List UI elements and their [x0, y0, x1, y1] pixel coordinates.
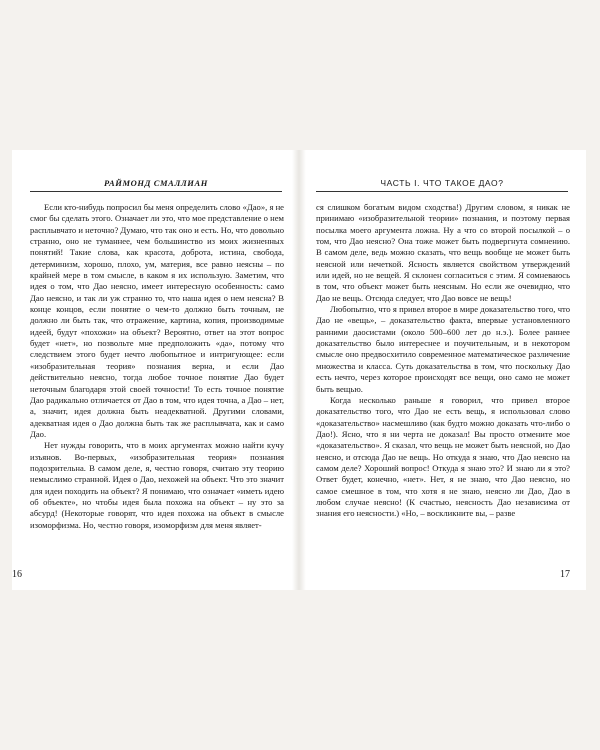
page-number: 16: [12, 569, 22, 580]
running-head-author: РАЙМОНД СМАЛЛИАН: [30, 178, 282, 192]
paragraph: Если кто-нибудь попросил бы меня определить слово «Дао», я не смог бы сделать этого. Означает ли это, что мое представление о нем расплывчато и неточно? Думаю, что так оно и есть. Но, что довольно странно, оно не туманнее, чем большинство из моих жизненных понятий! Такие слова, как красота, доброта, истина, свобода, детерминизм, хорошо, плохо, ум, материя, все равно неясны – по крайней мере в том смысле, в каком я их использую. Заметим, что идея о том, что Дао неясно, имеет интересную особенность: само Дао неясно, и так ли уж странно то, что наша идея о нем неясна? В конце концов, если понятие о чем-то должно быть точным, не должно ли быть так, что отражение, картина, копия, производимые идеей, будут «похожи» на объект? Вероятно, ответ на этот вопрос будет «нет», но позвольте мне предположить «да», потому что следствием этого будет нечто любопытное и интригующее: если «изобразительная теория» познания верна, и если Дао действительно неясно, тогда любое точное понятие Дао будет неточным благодаря этой своей точности! То есть точное понятие Дао радикально отличается от Дао в том, что идея точна, а Дао – нет, а, значит, идея должна быть неадекватной. Другими словами, адекватная идея о Дао должна быть так же расплывчата, как и само Дао.: [30, 202, 284, 439]
running-head-chapter: ЧАСТЬ I. ЧТО ТАКОЕ ДАО?: [316, 178, 568, 192]
left-body-text: [30, 202, 284, 531]
right-page: [306, 150, 586, 590]
page-number: 17: [560, 569, 570, 580]
book-gutter: [292, 150, 306, 590]
left-page: [12, 150, 292, 590]
paragraph: Когда несколько раньше я говорил, что привел второе доказательство того, что Дао не есть вещь, я использовал слово «доказательство» насмешливо (как будто можно доказать что-либо о Дао!). Ясно, что я ни черта не доказал! Вы просто отмените мое «доказательство». Я сказал, что вещь не может быть неясной, но Дао неясно, и отсюда Дао не вещь. Но откуда я знаю, что Дао неясно на самом деле? Хороший вопрос! Откуда я знаю это? И знаю ли я это? Ответ будет, конечно, «нет». Нет, я не знаю, что Дао неясно, но самое смешное в том, что хотя я не знаю, неясно ли Дао, Дао в любом случае неясно! (К счастью, неясность Дао независима от знания его неясности.) «Но, – воскликните вы, – разве: [316, 394, 570, 519]
paragraph: Нет нужды говорить, что в моих аргументах можно найти кучу изъянов. Во-первых, «изобразительная теория» познания подозрительна. В самом деле, я, честно говоря, считаю эту теорию немыслимо странной. Идея о Дао, нехожей на объект. Что это значит для идеи походить на объект? Я понимаю, что означает «иметь идею об объекте», но чтобы идея была похожа на объект – ну это за абсурд! (Некоторые говорят, что идея похожа на объект в смысле изоморфизма. Но, честно говоря, изоморфизм для меня являет-: [30, 440, 284, 530]
paragraph: ся слишком богатым видом сходства!) Другим словом, я никак не принимаю «изобразительной теории» познания, и поэтому первая посылка моего аргумента ложна. Ну а что со второй посылкой – о том, что Дао неясно? Она тоже может быть подвергнута сомнению. В самом деле, ведь можно сказать, что вещь вообще не может быть неясной или нечеткой. Ясность является свойством утверждений или идей, но не вещей. Я склонен согласиться с этим. Я сомневаюсь в том, что объект может быть неясным. Но если же очевидно, что Дао не вещь. Отсюда следует, что Дао вовсе не вещь!: [316, 202, 570, 303]
right-body-text: [316, 202, 570, 520]
paragraph: Любопытно, что я привел второе в мире доказательство того, что Дао не «вещь», – доказательство факта, впервые установленного ранними даосистами (около 500–600 лет до н.э.). Более раннее доказательство было интереснее и поучительным, и в некотором смысле оно предвосхитило современное математическое различение множества и класса. Суть доказательства в том, что поскольку Дао есть нечто, через которое происходят все вещи, оно само не может быть вещью.: [316, 304, 570, 394]
